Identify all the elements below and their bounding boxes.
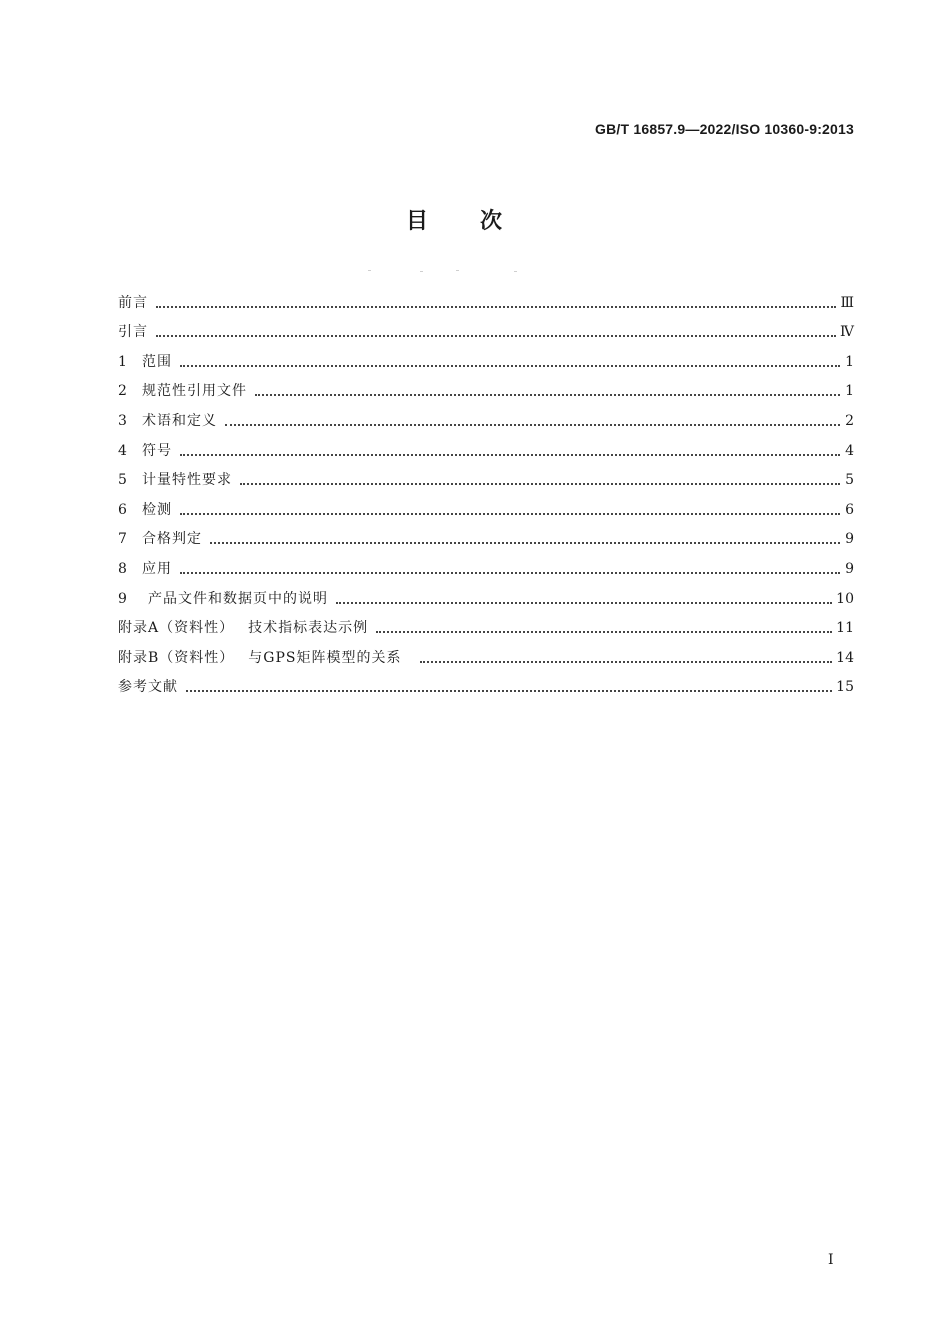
toc-entry-label	[118, 619, 368, 637]
page-title: 目次	[405, 209, 554, 234]
page-number: I	[828, 1252, 834, 1268]
toc-entry-product-documentation[interactable]	[118, 578, 854, 608]
toc-entry-introduction[interactable]	[118, 312, 854, 342]
scan-speck	[368, 270, 371, 271]
toc-leader	[420, 661, 833, 663]
toc-entry-testing[interactable]	[118, 489, 854, 519]
toc-entry-conformance[interactable]	[118, 519, 854, 549]
toc-entry-scope[interactable]	[118, 341, 854, 371]
toc-entry-number: 4	[118, 442, 127, 459]
toc-entry-metrological-requirements[interactable]	[118, 460, 854, 490]
toc-leader	[156, 306, 836, 308]
toc-entry-page: 1	[845, 353, 854, 370]
toc-entry-page: Ⅳ	[840, 324, 854, 341]
toc-entry-page: 15	[836, 679, 854, 696]
toc-entry-page: 1	[845, 383, 854, 400]
toc-entry-label: 范围	[142, 353, 172, 370]
annex-title: 技术指标表达示例	[248, 620, 369, 637]
annex-title: 与GPS矩阵模型的关系	[248, 649, 402, 666]
toc-entry-page: 4	[845, 442, 854, 459]
toc-entry-number: 8	[118, 560, 127, 577]
toc-entry-number: 9	[118, 590, 127, 607]
toc-entry-symbols[interactable]	[118, 430, 854, 460]
toc-entry-annex-b[interactable]	[118, 637, 854, 667]
toc-entry-label: 应用	[142, 560, 172, 577]
toc-leader	[210, 542, 840, 544]
annex-label: 附录B（资料性）	[118, 649, 235, 666]
toc-entry-label: 计量特性要求	[142, 472, 232, 489]
toc-leader	[180, 572, 840, 574]
toc-entry-normative-references[interactable]	[118, 371, 854, 401]
annex-label: 附录A（资料性）	[118, 620, 235, 637]
toc-entry-label: 术语和定义	[142, 412, 217, 429]
toc-entry-label: 前言	[118, 294, 148, 311]
toc-entry-page: 6	[845, 501, 854, 518]
toc-leader	[225, 424, 840, 426]
toc-entry-bibliography[interactable]	[118, 667, 854, 697]
toc-entry-label: 检测	[142, 501, 172, 518]
toc-entry-label: 产品文件和数据页中的说明	[148, 590, 328, 607]
toc-entry-terms-definitions[interactable]	[118, 400, 854, 430]
toc-leader	[376, 631, 832, 633]
scan-speck	[456, 270, 459, 271]
scan-speck	[420, 271, 423, 272]
toc-entry-page: 9	[845, 560, 854, 577]
toc-entry-label: 合格判定	[142, 531, 202, 548]
toc-entry-number: 5	[118, 472, 127, 489]
toc-leader	[255, 394, 840, 396]
toc-entry-label	[118, 649, 402, 667]
toc-entry-page: 5	[845, 472, 854, 489]
toc-entry-number: 6	[118, 501, 127, 518]
toc-entry-page: 2	[845, 412, 854, 429]
toc-entry-page: Ⅲ	[840, 294, 854, 311]
toc-entry-label: 符号	[142, 442, 172, 459]
toc-leader	[180, 454, 840, 456]
toc-entry-page: 10	[836, 590, 854, 607]
toc-leader	[186, 690, 832, 692]
toc-leader	[336, 602, 832, 604]
toc-entry-number: 2	[118, 383, 127, 400]
toc-entry-label: 规范性引用文件	[142, 383, 247, 400]
toc-entry-number: 3	[118, 412, 127, 429]
toc-entry-foreword[interactable]	[118, 282, 854, 312]
toc-leader	[180, 513, 840, 515]
table-of-contents	[118, 282, 854, 696]
toc-entry-page: 11	[836, 620, 854, 637]
toc-entry-page: 14	[836, 649, 854, 666]
toc-entry-number: 1	[118, 353, 127, 370]
scan-speck	[514, 271, 517, 272]
toc-leader	[180, 365, 840, 367]
toc-leader	[240, 483, 840, 485]
toc-entry-number: 7	[118, 531, 127, 548]
toc-entry-label: 引言	[118, 324, 148, 341]
toc-entry-page: 9	[845, 531, 854, 548]
toc-entry-label: 参考文献	[118, 679, 178, 696]
toc-entry-applications[interactable]	[118, 548, 854, 578]
toc-entry-annex-a[interactable]	[118, 608, 854, 638]
standard-code: GB/T 16857.9—2022/ISO 10360-9:2013	[595, 121, 854, 137]
toc-leader	[156, 335, 836, 337]
